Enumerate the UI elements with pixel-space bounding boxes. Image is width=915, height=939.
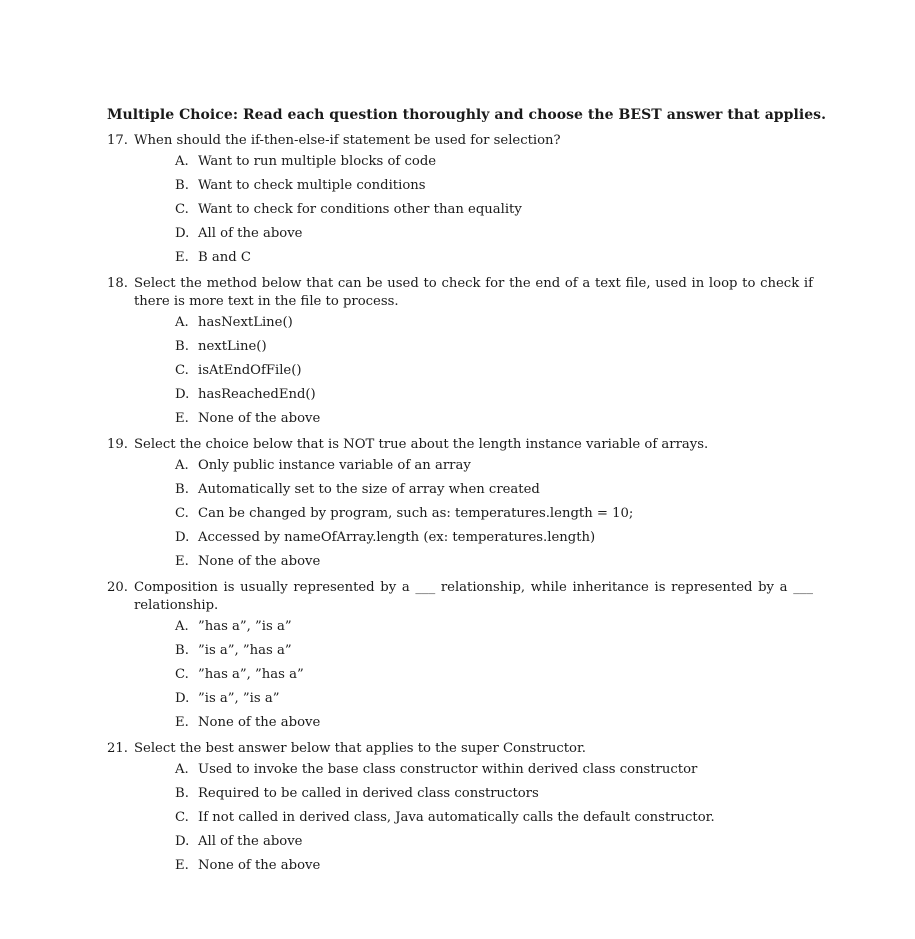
option-text: hasReachedEnd() [198, 387, 316, 402]
option-label: E. [175, 858, 189, 873]
answer-option [175, 809, 813, 827]
answer-option [175, 714, 813, 732]
question-17 [107, 132, 813, 267]
option-text: ”has a”, ”is a” [198, 619, 292, 634]
answer-option [175, 618, 813, 636]
exam-page [107, 106, 827, 883]
answer-option [175, 481, 813, 499]
question-text: Composition is usually represented by a ___ relationship, while inheritance is represented by a ___ relationship. [134, 580, 813, 613]
question-number: 20. [107, 580, 128, 595]
answer-option [175, 201, 813, 219]
answer-option [175, 362, 813, 380]
answer-option [175, 457, 813, 475]
option-label: E. [175, 715, 189, 730]
option-label: B. [175, 339, 189, 354]
answer-option [175, 761, 813, 779]
answer-options [107, 153, 813, 267]
question-text: Select the best answer below that applies to the super Constructor. [134, 741, 586, 756]
option-label: B. [175, 482, 189, 497]
option-text: None of the above [198, 411, 321, 426]
section-heading: Multiple Choice: Read each question thoroughly and choose the BEST answer that applies. [107, 107, 827, 123]
answer-options [107, 761, 813, 875]
option-label: A. [175, 619, 189, 634]
option-text: isAtEndOfFile() [198, 363, 302, 378]
answer-option [175, 225, 813, 243]
question-20 [107, 579, 813, 732]
option-text: None of the above [198, 858, 321, 873]
option-label: C. [175, 810, 189, 825]
option-text: ”has a”, ”has a” [198, 667, 304, 682]
option-text: ”is a”, ”has a” [198, 643, 292, 658]
option-text: Used to invoke the base class constructor within derived class constructor [198, 762, 698, 777]
question-text: When should the if-then-else-if statement be used for selection? [134, 133, 561, 148]
question-text: Select the choice below that is NOT true about the length instance variable of arrays. [134, 437, 709, 452]
answer-option [175, 785, 813, 803]
option-text: Automatically set to the size of array when created [198, 482, 540, 497]
option-text: Want to run multiple blocks of code [198, 154, 437, 169]
option-text: Accessed by nameOfArray.length (ex: temperatures.length) [198, 530, 596, 545]
answer-option [175, 553, 813, 571]
option-label: E. [175, 554, 189, 569]
option-text: Only public instance variable of an array [198, 458, 471, 473]
option-label: C. [175, 363, 189, 378]
option-label: B. [175, 178, 189, 193]
question-stem [107, 132, 813, 150]
answer-option [175, 314, 813, 332]
option-text: If not called in derived class, Java automatically calls the default constructor. [198, 810, 715, 825]
option-label: C. [175, 506, 189, 521]
option-text: All of the above [198, 834, 303, 849]
question-number: 21. [107, 741, 128, 756]
answer-option [175, 505, 813, 523]
option-label: A. [175, 762, 189, 777]
question-stem [107, 436, 813, 454]
option-label: B. [175, 786, 189, 801]
question-stem [107, 740, 813, 758]
option-label: D. [175, 226, 190, 241]
option-text: hasNextLine() [198, 315, 293, 330]
question-18 [107, 275, 813, 428]
answer-options [107, 457, 813, 571]
question-stem [107, 275, 813, 311]
option-text: Want to check for conditions other than equality [198, 202, 522, 217]
option-text: B and C [198, 250, 251, 265]
option-label: D. [175, 691, 190, 706]
option-text: nextLine() [198, 339, 267, 354]
option-text: Can be changed by program, such as: temperatures.length = 10; [198, 506, 634, 521]
option-label: A. [175, 154, 189, 169]
answer-option [175, 690, 813, 708]
option-label: D. [175, 530, 190, 545]
option-label: D. [175, 834, 190, 849]
answer-options [107, 314, 813, 428]
answer-options [107, 618, 813, 732]
question-19 [107, 436, 813, 571]
answer-option [175, 642, 813, 660]
question-21 [107, 740, 813, 875]
answer-option [175, 177, 813, 195]
question-number: 19. [107, 437, 128, 452]
option-label: C. [175, 202, 189, 217]
option-text: ”is a”, ”is a” [198, 691, 280, 706]
answer-option [175, 153, 813, 171]
option-label: A. [175, 458, 189, 473]
option-text: All of the above [198, 226, 303, 241]
option-label: A. [175, 315, 189, 330]
question-stem [107, 579, 813, 615]
answer-option [175, 410, 813, 428]
answer-option [175, 666, 813, 684]
answer-option [175, 249, 813, 267]
answer-option [175, 833, 813, 851]
answer-option [175, 386, 813, 404]
option-label: E. [175, 250, 189, 265]
option-text: None of the above [198, 554, 321, 569]
answer-option [175, 338, 813, 356]
option-text: Required to be called in derived class constructors [198, 786, 539, 801]
question-number: 17. [107, 133, 128, 148]
answer-option [175, 857, 813, 875]
option-text: None of the above [198, 715, 321, 730]
option-label: D. [175, 387, 190, 402]
option-text: Want to check multiple conditions [198, 178, 426, 193]
question-number: 18. [107, 276, 128, 291]
option-label: E. [175, 411, 189, 426]
question-text: Select the method below that can be used to check for the end of a text file, used in loop to check if there is more text in the file to process. [134, 276, 813, 309]
option-label: C. [175, 667, 189, 682]
answer-option [175, 529, 813, 547]
option-label: B. [175, 643, 189, 658]
